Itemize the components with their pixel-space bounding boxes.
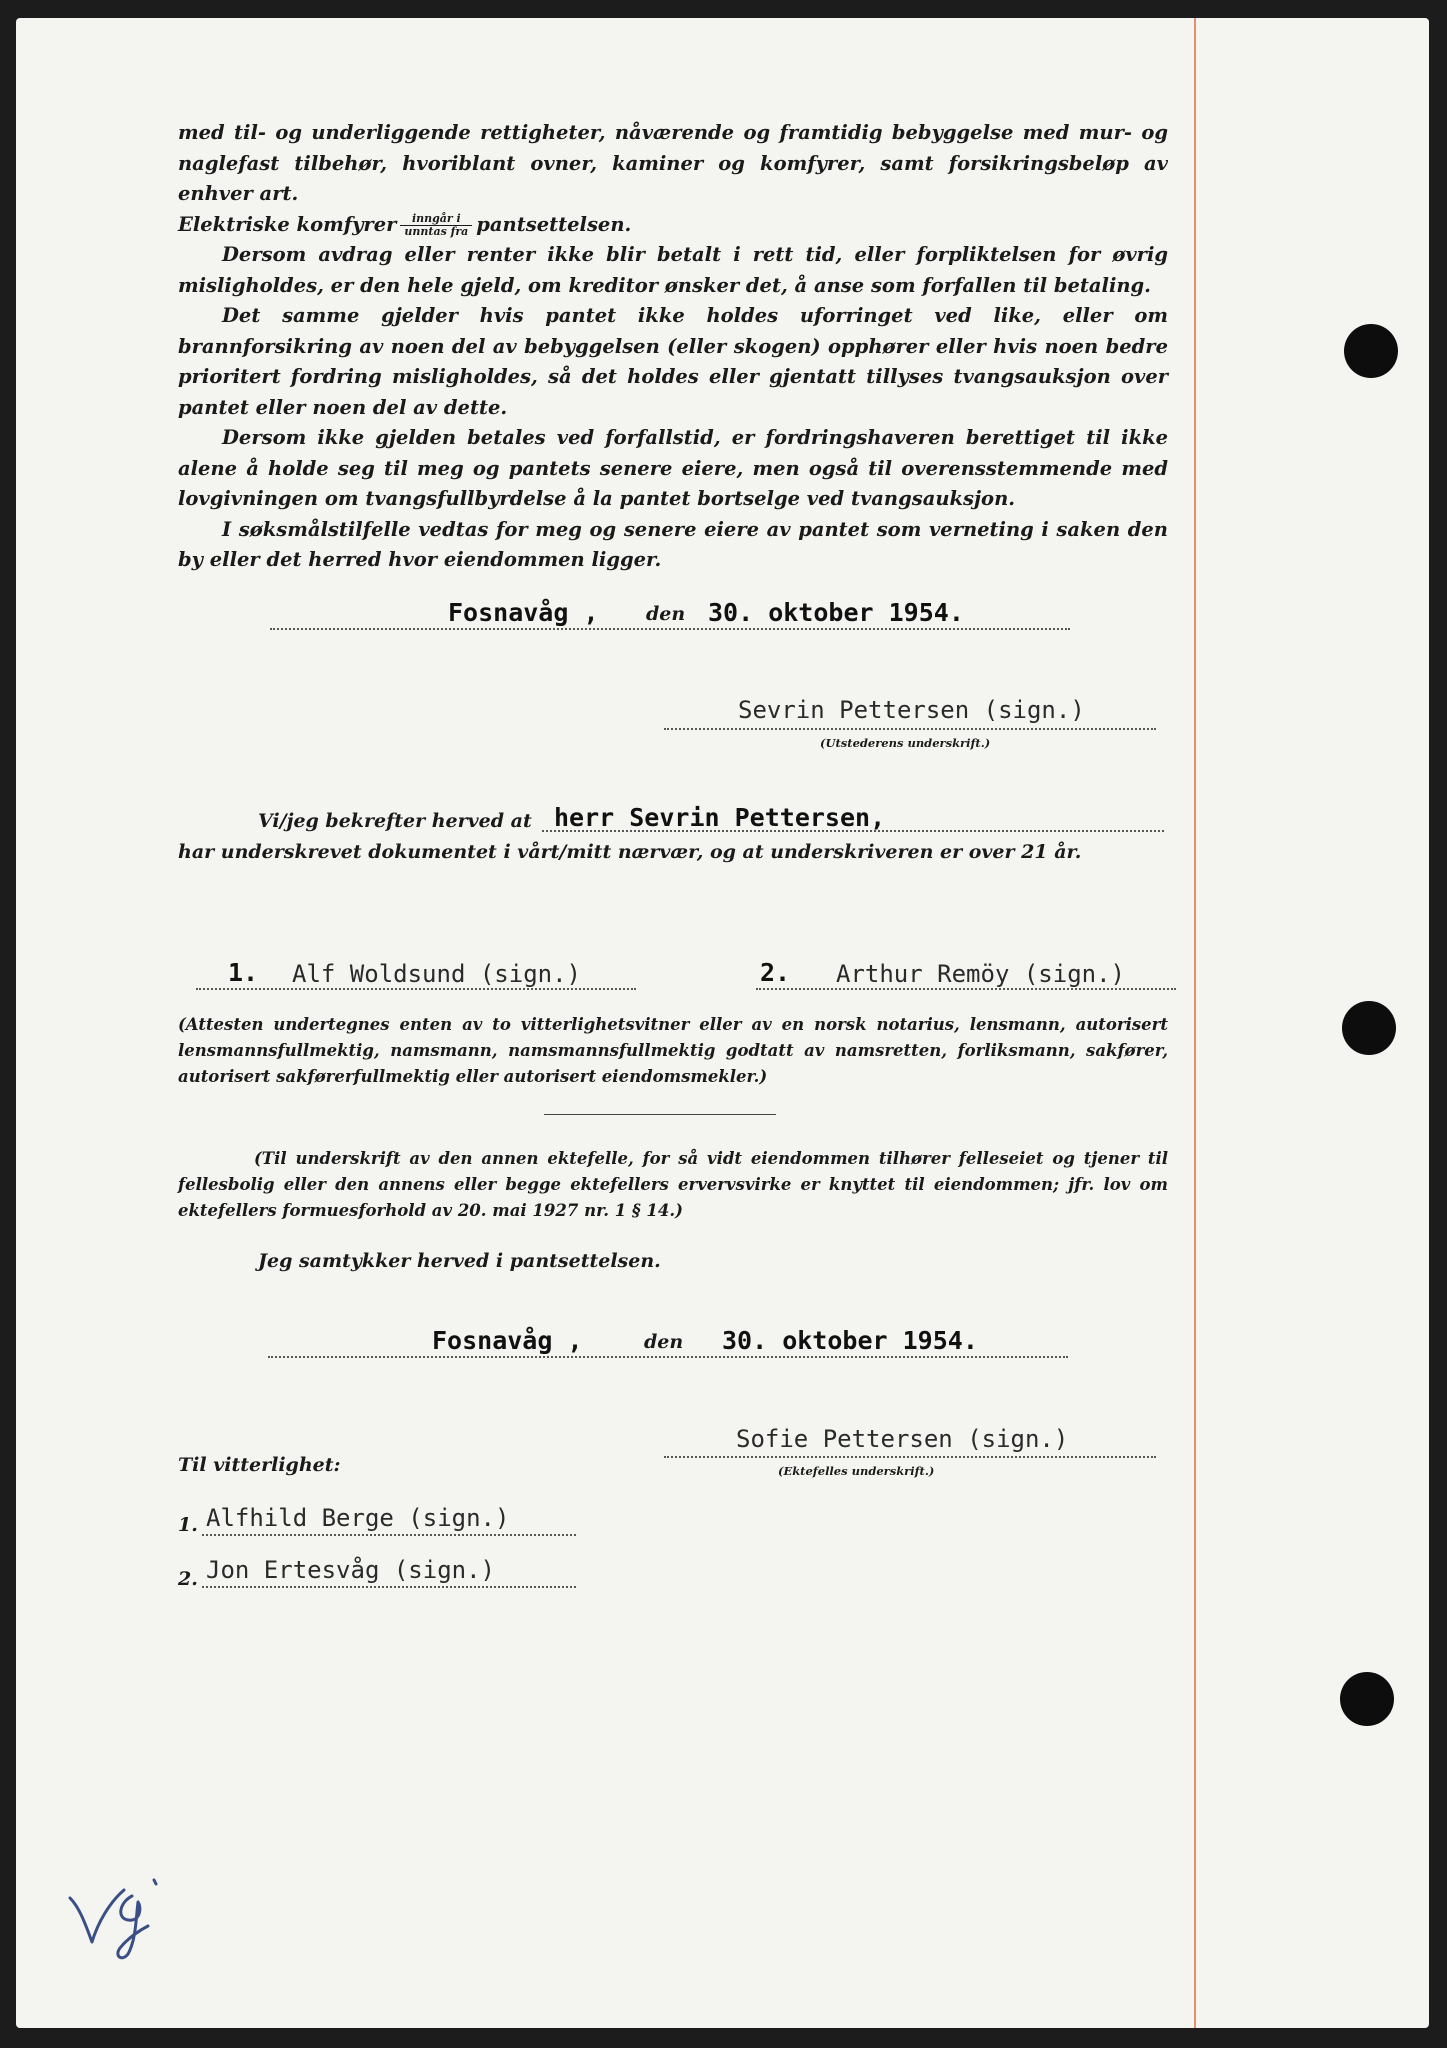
witness-b2-num: 2.	[178, 1568, 198, 1590]
witness-1-name: Alf Woldsund (sign.)	[292, 960, 581, 988]
punch-hole	[1344, 324, 1398, 378]
date-line-2	[268, 1356, 1068, 1358]
witness-1-num: 1.	[228, 958, 259, 987]
handwritten-initials	[62, 1856, 172, 1966]
issuer-caption: (Utstederens underskrift.)	[820, 736, 991, 750]
den-label-2: den	[644, 1331, 684, 1353]
electric-stove-line: Elektriske komfyrer $\frac{\text{inngår i}}{\text{unntas fra}}$ pantsettelsen.	[178, 211, 632, 238]
paragraph-3: Det samme gjelder hvis pantet ikke holdes uforringet ved like, eller om brannforsikring av noen del av bebyggelsen (eller skogen) opphører eller hvis noen bedre prioritert fordring misligholdes, så det holdes eller gjentatt tillyses tvangsauksjon over pantet eller noen del av dette.	[178, 304, 1168, 419]
fraction-choice: $\frac{\text{inngår i}}{\text{unntas fra}}$	[400, 213, 472, 238]
date-1: 30. oktober 1954.	[708, 598, 964, 627]
witness-b1-num: 1.	[178, 1514, 198, 1536]
punch-hole	[1342, 1001, 1396, 1055]
witness-2-num: 2.	[760, 958, 791, 987]
confirm-name: herr Sevrin Pettersen,	[554, 803, 886, 832]
paragraph-2: Dersom avdrag eller renter ikke blir betalt i rett tid, eller forpliktelsen for øvrig misligholdes, er den hele gjeld, om kreditor ønsker det, å anse som forfallen til betaling.	[178, 243, 1168, 297]
witness-line-2	[756, 988, 1176, 990]
body-text	[178, 118, 1168, 576]
spouse-note: (Til underskrift av den annen ektefelle, for så vidt eiendommen tilhører felleseiet og tjener til fellesbolig eller den annens eller begge ektefellers ervervsvirke er knyttet til eiendommen; jfr. lov om ektefellers formuesforhold av 20. mai 1927 nr. 1 § 14.)	[178, 1149, 1168, 1220]
place-2: Fosnavåg ,	[432, 1326, 583, 1355]
issuer-signature: Sevrin Pettersen (sign.)	[738, 696, 1085, 724]
spouse-signature-line	[664, 1456, 1156, 1458]
separator-rule	[544, 1114, 776, 1115]
witness-b2-line	[202, 1586, 576, 1588]
paragraph-4: Dersom ikke gjelden betales ved forfallstid, er fordringshaveren berettiget til ikke alene å holde seg til meg og pantets senere eiere, men også til overensstemmende med lovgivningen om tvangsfullbyrdelse å la pantet bortselge ved tvangsauksjon.	[178, 426, 1168, 510]
paragraph-5: I søksmålstilfelle vedtas for meg og senere eiere av pantet som verneting i saken den by eller det herred hvor eiendommen ligger.	[178, 517, 1168, 571]
punch-hole	[1340, 1672, 1394, 1726]
consent-text: Jeg samtykker herved i pantsettelsen.	[258, 1250, 661, 1272]
margin-rule	[1194, 18, 1196, 2028]
confirm-line-2: har underskrevet dokumentet i vårt/mitt nærvær, og at underskriveren er over 21 år.	[178, 841, 1082, 863]
spouse-signature: Sofie Pettersen (sign.)	[736, 1425, 1069, 1453]
spouse-caption: (Ektefelles underskrift.)	[778, 1464, 935, 1478]
attestation-note: (Attesten undertegnes enten av to vitterlighetsvitner eller av en norsk notarius, lensmann, autorisert lensmannsfullmektig, namsmann, namsmannsfullmektig godtatt av namsretten, forliksmann, sakfører, autorisert sakførerfullmektig eller autorisert eiendomsmekler.)	[178, 1015, 1168, 1086]
paragraph-1: med til- og underliggende rettigheter, nåværende og framtidig bebyggelse med mur- og naglefast tilbehør, hvoriblant ovner, kaminer og komfyrer, samt forsikringsbeløp av enhver art.	[178, 121, 1168, 205]
date-line-1	[270, 628, 1070, 630]
place-1: Fosnavåg ,	[448, 598, 599, 627]
confirm-lead: Vi/jeg bekrefter herved at	[258, 810, 532, 832]
issuer-signature-line	[664, 728, 1156, 730]
date-2: 30. oktober 1954.	[722, 1326, 978, 1355]
witness-b2-name: Jon Ertesvåg (sign.)	[206, 1556, 495, 1584]
den-label-1: den	[646, 603, 686, 625]
witness-b1-line	[202, 1534, 576, 1536]
witness-2-name: Arthur Remöy (sign.)	[836, 960, 1125, 988]
witness-label: Til vitterlighet:	[178, 1454, 341, 1476]
document-page	[16, 18, 1429, 2028]
witness-b1-name: Alfhild Berge (sign.)	[206, 1504, 510, 1532]
witness-line-1	[196, 988, 636, 990]
